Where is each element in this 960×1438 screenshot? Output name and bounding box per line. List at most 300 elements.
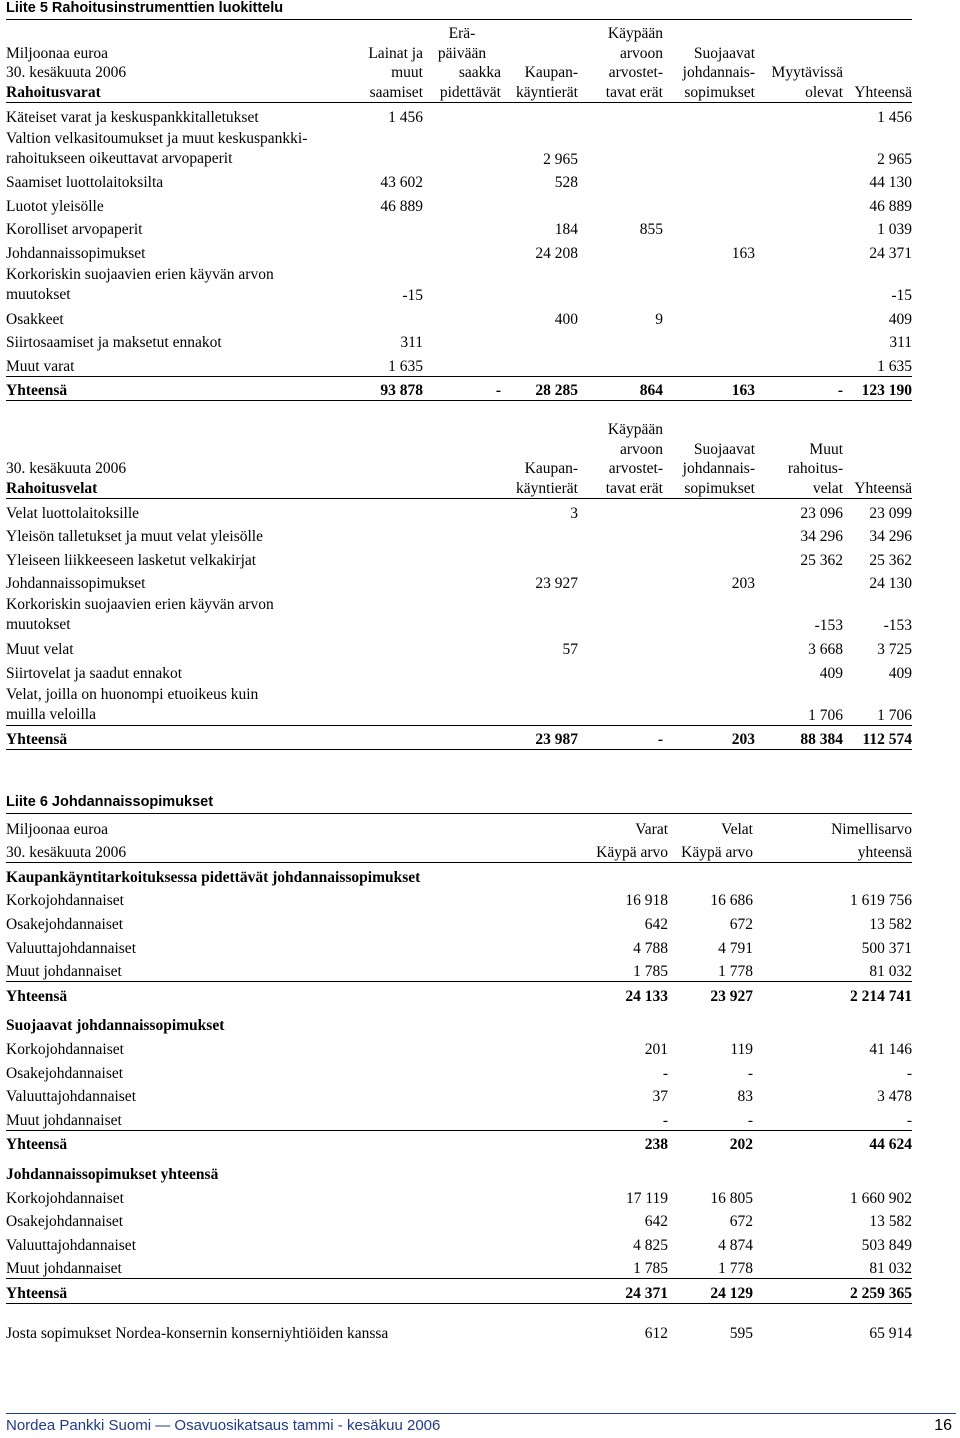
table-row bbox=[6, 216, 912, 240]
table-cell: 30. kesäkuuta 2006 bbox=[6, 64, 127, 81]
table-cell: 3 bbox=[570, 504, 578, 522]
table-cell bbox=[755, 103, 843, 127]
table-cell: arvostet- bbox=[608, 460, 663, 477]
table-cell bbox=[755, 192, 843, 216]
table-cell bbox=[423, 305, 501, 329]
table-cell bbox=[501, 192, 578, 216]
footer-rule bbox=[6, 1413, 956, 1414]
table-cell bbox=[843, 44, 912, 64]
table-cell: - bbox=[755, 376, 843, 401]
table-cell bbox=[501, 103, 578, 127]
liabilities-header-row-2 bbox=[6, 440, 912, 460]
assets-header-row-4 bbox=[6, 83, 912, 103]
table-cell: 23 927 bbox=[535, 575, 578, 593]
table-cell: Rahoitusvarat bbox=[6, 83, 346, 103]
table-cell: Miljoonaa euroa bbox=[6, 820, 109, 838]
table-cell: - bbox=[668, 1106, 753, 1130]
table-cell: 34 296 bbox=[869, 528, 912, 546]
table-cell: 24 371 bbox=[869, 244, 912, 262]
table-cell bbox=[663, 305, 755, 329]
table-cell bbox=[755, 239, 843, 263]
table-cell bbox=[843, 63, 912, 83]
table-cell: Käypä arvo bbox=[586, 839, 668, 863]
table-cell: 500 371 bbox=[861, 939, 912, 957]
table-cell bbox=[663, 192, 755, 216]
assets-header-row-3 bbox=[6, 63, 912, 83]
table-cell: 23 099 bbox=[869, 504, 912, 522]
liabilities-header-row-3 bbox=[6, 459, 912, 479]
table-cell: Kaupan- bbox=[524, 64, 578, 81]
table-row bbox=[6, 1208, 912, 1232]
table-cell: tavat erät bbox=[578, 83, 663, 103]
table-cell: 41 146 bbox=[869, 1040, 912, 1058]
table-cell bbox=[423, 216, 501, 240]
table-cell: 163 bbox=[731, 244, 755, 262]
table-cell bbox=[755, 420, 843, 440]
table-row bbox=[6, 1255, 912, 1279]
table-cell: 88 384 bbox=[755, 725, 843, 750]
table-cell: 4 825 bbox=[633, 1236, 668, 1254]
table-cell: 503 849 bbox=[861, 1236, 912, 1254]
table-cell: 202 bbox=[729, 1136, 753, 1154]
table-cell: 28 285 bbox=[501, 376, 578, 401]
table-cell: - bbox=[906, 1064, 912, 1082]
table-cell: Miljoonaa euroa bbox=[6, 44, 109, 62]
table-row bbox=[6, 546, 912, 570]
table-cell: - bbox=[753, 1106, 912, 1130]
table-cell: 4 791 bbox=[718, 939, 753, 957]
table-cell bbox=[346, 479, 501, 499]
table-cell: muut bbox=[391, 64, 423, 81]
table-cell: Suojaavat bbox=[693, 440, 755, 458]
table-cell: 1 785 bbox=[586, 1255, 668, 1279]
table-cell: 13 582 bbox=[869, 1213, 912, 1231]
table-cell bbox=[501, 263, 578, 305]
table-row bbox=[6, 239, 912, 263]
table-cell: Yleiseen liikkeeseen lasketut velkakirjat bbox=[6, 551, 257, 569]
table-row bbox=[6, 659, 912, 683]
table-cell bbox=[346, 305, 423, 329]
table-cell bbox=[346, 127, 423, 169]
table-cell: Yhteensä bbox=[6, 376, 346, 401]
table-cell: olevat bbox=[755, 83, 843, 103]
table-cell bbox=[663, 169, 755, 193]
table-cell: 24 129 bbox=[668, 1279, 753, 1304]
table-cell: Johdannaissopimukset bbox=[6, 575, 146, 593]
table-cell: 43 602 bbox=[380, 174, 423, 192]
table-cell: 23 987 bbox=[501, 725, 578, 750]
table-row bbox=[6, 593, 912, 635]
table-cell: Osakkeet bbox=[6, 310, 64, 328]
table-cell bbox=[501, 420, 578, 440]
row-label-line-1: Korkoriskin suojaavien erien käyvän arvon bbox=[6, 596, 274, 614]
table-cell: Yhteensä bbox=[6, 1136, 68, 1154]
section-total-row bbox=[6, 1130, 912, 1154]
row-label-line-1: Valtion velkasitoumukset ja muut keskuspankki- bbox=[6, 129, 308, 147]
table-cell bbox=[755, 24, 843, 44]
table-cell: pidettävät bbox=[423, 83, 501, 103]
table-cell: yhteensä bbox=[753, 839, 912, 863]
table-cell: arvoon bbox=[619, 44, 663, 62]
table-cell: johdannais- bbox=[682, 460, 755, 477]
table-cell bbox=[346, 420, 501, 440]
table-cell: 4 874 bbox=[718, 1236, 753, 1254]
table-cell: 1 635 bbox=[843, 352, 912, 376]
table-row bbox=[6, 499, 912, 523]
table-cell: 1 619 756 bbox=[850, 892, 912, 910]
table-cell bbox=[843, 440, 912, 460]
table-cell bbox=[755, 352, 843, 376]
table-row bbox=[6, 635, 912, 659]
table-cell: 16 805 bbox=[710, 1189, 753, 1207]
table-cell bbox=[663, 329, 755, 353]
assets-header-row-1 bbox=[6, 24, 912, 44]
table-cell: Josta sopimukset Nordea-konsernin konserniyhtiöiden kanssa bbox=[6, 1325, 389, 1343]
table-cell: 3 478 bbox=[877, 1088, 912, 1106]
table-cell: 65 914 bbox=[869, 1325, 912, 1343]
table-cell: 46 889 bbox=[869, 197, 912, 215]
table-cell: -153 bbox=[814, 617, 843, 635]
table-cell: Rahoitusvelat bbox=[6, 479, 346, 499]
table-cell bbox=[501, 523, 578, 547]
assets-total-row bbox=[6, 376, 912, 401]
table-row bbox=[6, 329, 912, 353]
table-cell: 13 582 bbox=[869, 915, 912, 933]
table-cell bbox=[6, 24, 346, 44]
table-cell bbox=[578, 103, 663, 127]
table-cell: 24 130 bbox=[869, 575, 912, 593]
row-label-line-2: muutokset bbox=[6, 285, 71, 303]
table-cell: 855 bbox=[639, 221, 663, 239]
table-cell bbox=[578, 659, 663, 683]
page-footer bbox=[6, 1417, 956, 1434]
table-cell bbox=[755, 263, 843, 305]
table-cell bbox=[663, 420, 755, 440]
table-cell bbox=[6, 440, 346, 460]
table-cell: Yhteensä bbox=[6, 1279, 586, 1304]
table-cell bbox=[843, 459, 912, 479]
table-cell bbox=[423, 352, 501, 376]
table-cell bbox=[346, 24, 423, 44]
table-row bbox=[6, 523, 912, 547]
table-cell: Yhteensä bbox=[6, 987, 68, 1005]
table-cell: 4 788 bbox=[633, 939, 668, 957]
table-cell: 34 296 bbox=[800, 528, 843, 546]
table-cell: 17 119 bbox=[625, 1189, 668, 1207]
table-cell bbox=[755, 570, 843, 594]
footer-title: Nordea Pankki Suomi — Osavuosikatsaus tammi - kesäkuu 2006 bbox=[6, 1417, 441, 1434]
table-cell: 30. kesäkuuta 2006 bbox=[6, 460, 127, 477]
table-cell bbox=[501, 593, 578, 635]
table-cell bbox=[663, 24, 755, 44]
table-cell: Muut varat bbox=[6, 352, 346, 376]
table-row bbox=[6, 1059, 912, 1083]
table-cell: 400 bbox=[554, 310, 578, 328]
table-cell: Muut johdannaiset bbox=[6, 1106, 586, 1130]
table-cell: johdannais- bbox=[682, 64, 755, 81]
table-cell bbox=[501, 440, 578, 460]
table-cell bbox=[578, 523, 663, 547]
table-cell: Korkojohdannaiset bbox=[6, 892, 124, 910]
table-row bbox=[6, 934, 912, 958]
note-row bbox=[6, 1320, 912, 1344]
table-cell bbox=[578, 263, 663, 305]
table-cell: Johdannaissopimukset bbox=[6, 244, 146, 262]
table-cell bbox=[501, 546, 578, 570]
table-cell: 83 bbox=[737, 1088, 753, 1106]
table-cell bbox=[578, 570, 663, 594]
table-cell: 119 bbox=[730, 1040, 753, 1058]
table-cell bbox=[423, 169, 501, 193]
section-title-row bbox=[6, 1012, 912, 1036]
table-cell bbox=[843, 24, 912, 44]
table-cell: Yhteensä bbox=[843, 479, 912, 499]
table-cell bbox=[501, 44, 578, 64]
table-cell: Erä- bbox=[448, 25, 476, 42]
table-cell bbox=[578, 683, 663, 726]
table-cell: 23 927 bbox=[710, 987, 753, 1005]
table-cell bbox=[578, 635, 663, 659]
table-cell: 9 bbox=[655, 310, 663, 328]
table-row bbox=[6, 1106, 912, 1130]
table-cell: Myytävissä bbox=[771, 64, 843, 81]
table-cell: Varat bbox=[635, 820, 668, 838]
table-cell bbox=[578, 352, 663, 376]
table-cell: Valuuttajohdannaiset bbox=[6, 939, 136, 957]
table-cell: 528 bbox=[554, 174, 578, 192]
table-cell: 311 bbox=[400, 334, 423, 352]
table-cell bbox=[663, 659, 755, 683]
table-row bbox=[6, 1035, 912, 1059]
table-cell bbox=[423, 192, 501, 216]
row-label-line-2: rahoitukseen oikeuttavat arvopaperit bbox=[6, 149, 233, 167]
table-cell bbox=[578, 192, 663, 216]
table-row bbox=[6, 910, 912, 934]
table-cell: arvostet- bbox=[608, 64, 663, 81]
table-cell: 612 bbox=[644, 1325, 668, 1343]
table-cell: Käypä arvo bbox=[668, 839, 753, 863]
table-cell bbox=[501, 24, 578, 44]
table-cell: tavat erät bbox=[578, 479, 663, 499]
table-cell: 57 bbox=[562, 640, 578, 658]
table-cell: - bbox=[747, 1064, 753, 1082]
assets-table bbox=[6, 24, 912, 401]
table-cell bbox=[843, 420, 912, 440]
table-cell: - bbox=[586, 1106, 668, 1130]
table-cell: 184 bbox=[554, 221, 578, 239]
table-cell: käyntierät bbox=[501, 479, 578, 499]
assets-header-row-2 bbox=[6, 44, 912, 64]
table-cell: 672 bbox=[729, 915, 753, 933]
table-cell: 44 130 bbox=[869, 174, 912, 192]
row-label-line-1: Velat, joilla on huonompi etuoikeus kuin bbox=[6, 685, 259, 703]
table-row bbox=[6, 169, 912, 193]
table-cell: Muut velat bbox=[6, 640, 74, 658]
table-cell bbox=[423, 239, 501, 263]
table-cell: 2 965 bbox=[543, 150, 578, 168]
table-cell: 16 686 bbox=[710, 892, 753, 910]
table-row bbox=[6, 683, 912, 726]
table-cell: 201 bbox=[644, 1040, 668, 1058]
table-cell bbox=[423, 127, 501, 169]
table-cell: 24 208 bbox=[535, 244, 578, 262]
table-cell: saamiset bbox=[346, 83, 423, 103]
table-cell: Valuuttajohdannaiset bbox=[6, 1236, 136, 1254]
table-cell: Luotot yleisölle bbox=[6, 197, 104, 215]
table-cell bbox=[755, 305, 843, 329]
table-cell: 642 bbox=[644, 1213, 668, 1231]
table-cell: 409 bbox=[819, 664, 843, 682]
table-cell: Nimellisarvo bbox=[831, 820, 912, 838]
table-row bbox=[6, 1083, 912, 1107]
table-cell: Siirtovelat ja saadut ennakot bbox=[6, 664, 183, 682]
liabilities-header-row-1 bbox=[6, 420, 912, 440]
table-row bbox=[6, 570, 912, 594]
table-cell: 2 259 365 bbox=[753, 1279, 912, 1304]
table-cell bbox=[578, 499, 663, 523]
table-cell: Yleisön talletukset ja muut velat yleisölle bbox=[6, 528, 263, 546]
table-cell bbox=[663, 635, 755, 659]
table-cell: 24 371 bbox=[586, 1279, 668, 1304]
table-cell: 46 889 bbox=[380, 197, 423, 215]
table-cell: 44 624 bbox=[869, 1136, 912, 1154]
table-cell bbox=[755, 329, 843, 353]
table-cell: 1 456 bbox=[877, 108, 912, 126]
table-cell: Lainat ja bbox=[368, 44, 423, 62]
table-row bbox=[6, 1231, 912, 1255]
table-cell: 112 574 bbox=[843, 725, 912, 750]
table-cell bbox=[346, 459, 501, 479]
table-cell: - bbox=[662, 1064, 668, 1082]
table-cell: päivään bbox=[437, 44, 487, 62]
table-cell: 2 965 bbox=[877, 150, 912, 168]
table-cell bbox=[578, 239, 663, 263]
table-row bbox=[6, 305, 912, 329]
table-row bbox=[6, 958, 912, 982]
table-cell: velat bbox=[755, 479, 843, 499]
table-cell bbox=[663, 499, 755, 523]
table-cell: käyntierät bbox=[501, 83, 578, 103]
table-cell: Käypään bbox=[607, 421, 663, 438]
table-cell: arvoon bbox=[619, 440, 663, 458]
derivatives-header-row-2 bbox=[6, 839, 912, 863]
table-cell: 16 918 bbox=[625, 892, 668, 910]
liabilities-table bbox=[6, 420, 912, 750]
table-cell bbox=[501, 352, 578, 376]
table-cell: 1 785 bbox=[586, 958, 668, 982]
table-cell bbox=[501, 659, 578, 683]
table-cell bbox=[663, 127, 755, 169]
table-cell: 23 096 bbox=[800, 504, 843, 522]
table-row bbox=[6, 887, 912, 911]
table-row bbox=[6, 263, 912, 305]
table-cell: 3 668 bbox=[808, 640, 843, 658]
table-cell: Suojaavat johdannaissopimukset bbox=[6, 1017, 225, 1035]
table-cell bbox=[501, 683, 578, 726]
table-cell: 163 bbox=[663, 376, 755, 401]
table-cell bbox=[578, 329, 663, 353]
section-total-row bbox=[6, 982, 912, 1006]
table-cell: Yhteensä bbox=[843, 83, 912, 103]
table-cell: Osakejohdannaiset bbox=[6, 915, 124, 933]
table-cell bbox=[755, 44, 843, 64]
table-cell: 30. kesäkuuta 2006 bbox=[6, 839, 586, 863]
table-cell: 81 032 bbox=[753, 958, 912, 982]
table-cell bbox=[755, 169, 843, 193]
table-cell: 238 bbox=[644, 1136, 668, 1154]
table-cell: sopimukset bbox=[663, 83, 755, 103]
row-label-line-2: muilla veloilla bbox=[6, 705, 96, 723]
table-cell: 409 bbox=[888, 310, 912, 328]
table-cell: 595 bbox=[729, 1325, 753, 1343]
table-cell: sopimukset bbox=[663, 479, 755, 499]
section-gap bbox=[6, 1303, 912, 1320]
table-cell bbox=[578, 169, 663, 193]
table-cell: Yhteensä bbox=[6, 725, 501, 750]
row-label-line-2: muutokset bbox=[6, 616, 71, 634]
table-cell: 642 bbox=[644, 915, 668, 933]
table-row bbox=[6, 352, 912, 376]
table-cell: Muut johdannaiset bbox=[6, 1255, 586, 1279]
table-cell bbox=[663, 352, 755, 376]
table-cell: - bbox=[423, 376, 501, 401]
table-cell bbox=[663, 103, 755, 127]
table-cell: 1 456 bbox=[388, 108, 423, 126]
table-cell: -15 bbox=[891, 286, 912, 304]
table-cell: 203 bbox=[663, 725, 755, 750]
table-cell: Kaupankäyntitarkoituksessa pidettävät johdannaissopimukset bbox=[6, 868, 421, 886]
table-cell: Saamiset luottolaitoksilta bbox=[6, 174, 164, 192]
table-cell: 1 635 bbox=[346, 352, 423, 376]
table-cell: Käteiset varat ja keskuspankkitalletukset bbox=[6, 108, 259, 126]
table-cell bbox=[663, 683, 755, 726]
table-cell: 1 706 bbox=[843, 683, 912, 726]
table-cell: Muut johdannaiset bbox=[6, 958, 586, 982]
table-cell bbox=[663, 216, 755, 240]
derivatives-table bbox=[6, 815, 912, 1343]
table-cell: Korolliset arvopaperit bbox=[6, 221, 143, 239]
table-row bbox=[6, 192, 912, 216]
table-cell: Korkojohdannaiset bbox=[6, 1040, 124, 1058]
table-cell bbox=[755, 127, 843, 169]
table-cell: 93 878 bbox=[346, 376, 423, 401]
table-cell: 81 032 bbox=[753, 1255, 912, 1279]
table-cell: Johdannaissopimukset yhteensä bbox=[6, 1165, 219, 1183]
table-cell: 1 660 902 bbox=[850, 1189, 912, 1207]
table-cell bbox=[663, 593, 755, 635]
table-cell bbox=[346, 216, 423, 240]
table-cell: Velat luottolaitoksille bbox=[6, 504, 140, 522]
table-cell: Käypään bbox=[607, 25, 663, 42]
table-cell: 25 362 bbox=[800, 551, 843, 569]
table-cell: Muut bbox=[809, 440, 843, 458]
liabilities-total-row bbox=[6, 725, 912, 750]
table-cell: 37 bbox=[652, 1088, 668, 1106]
table-cell: 1 778 bbox=[668, 958, 753, 982]
table-cell bbox=[501, 329, 578, 353]
table-cell: 1 039 bbox=[877, 221, 912, 239]
page-number: 16 bbox=[934, 1417, 952, 1434]
liabilities-header-row-4 bbox=[6, 479, 912, 499]
table-cell: -15 bbox=[402, 286, 423, 304]
table-row bbox=[6, 127, 912, 169]
table-cell: 672 bbox=[729, 1213, 753, 1231]
table-cell: -153 bbox=[883, 617, 912, 635]
table-cell: 409 bbox=[888, 664, 912, 682]
table-cell bbox=[755, 216, 843, 240]
table-cell bbox=[6, 420, 346, 440]
table-row bbox=[6, 103, 912, 127]
